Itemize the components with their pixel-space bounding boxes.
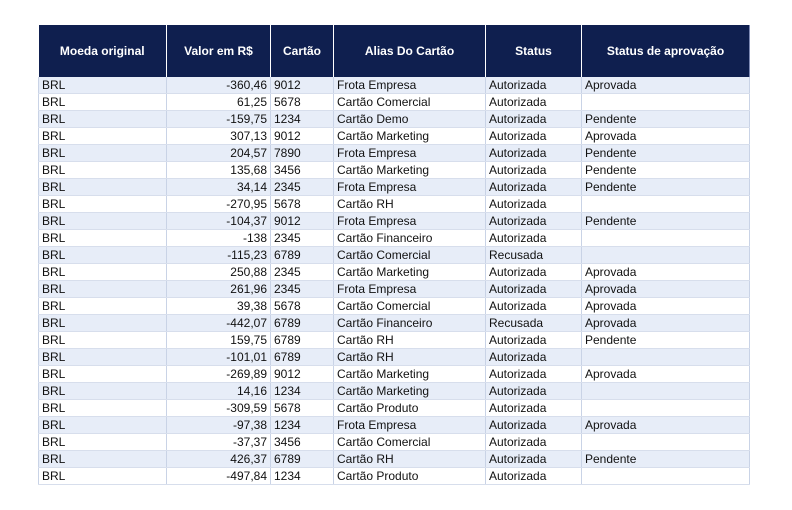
cell-moeda[interactable]: BRL bbox=[39, 230, 167, 247]
cell-alias[interactable]: Cartão Financeiro bbox=[334, 230, 486, 247]
cell-moeda[interactable]: BRL bbox=[39, 111, 167, 128]
cell-moeda[interactable]: BRL bbox=[39, 451, 167, 468]
cell-cartao[interactable]: 1234 bbox=[271, 417, 334, 434]
cell-alias[interactable]: Cartão RH bbox=[334, 349, 486, 366]
table-row bbox=[39, 264, 750, 281]
cell-valor[interactable]: -270,95 bbox=[167, 196, 271, 213]
cell-alias[interactable]: Cartão Marketing bbox=[334, 162, 486, 179]
cell-status[interactable]: Autorizada bbox=[486, 145, 582, 162]
cell-alias[interactable]: Cartão RH bbox=[334, 451, 486, 468]
cell-moeda[interactable]: BRL bbox=[39, 196, 167, 213]
cell-valor[interactable]: 204,57 bbox=[167, 145, 271, 162]
table-row bbox=[39, 145, 750, 162]
cell-status[interactable]: Autorizada bbox=[486, 349, 582, 366]
cell-valor[interactable]: -309,59 bbox=[167, 400, 271, 417]
cell-valor[interactable]: -138 bbox=[167, 230, 271, 247]
cell-status[interactable]: Autorizada bbox=[486, 281, 582, 298]
cell-valor[interactable]: 307,13 bbox=[167, 128, 271, 145]
table-row bbox=[39, 213, 750, 230]
cell-valor[interactable]: 159,75 bbox=[167, 332, 271, 349]
cell-cartao[interactable]: 6789 bbox=[271, 315, 334, 332]
table-row bbox=[39, 247, 750, 264]
cell-valor[interactable]: -115,23 bbox=[167, 247, 271, 264]
cell-moeda[interactable]: BRL bbox=[39, 128, 167, 145]
cell-alias[interactable]: Cartão Marketing bbox=[334, 366, 486, 383]
cell-alias[interactable]: Frota Empresa bbox=[334, 145, 486, 162]
cell-cartao[interactable]: 5678 bbox=[271, 400, 334, 417]
transactions-sheet bbox=[38, 25, 750, 485]
cell-moeda[interactable]: BRL bbox=[39, 417, 167, 434]
cell-aprovacao[interactable]: Aprovada bbox=[582, 77, 750, 94]
cell-moeda[interactable]: BRL bbox=[39, 213, 167, 230]
cell-cartao[interactable]: 1234 bbox=[271, 468, 334, 485]
cell-status[interactable]: Autorizada bbox=[486, 77, 582, 94]
cell-valor[interactable]: -442,07 bbox=[167, 315, 271, 332]
cell-moeda[interactable]: BRL bbox=[39, 400, 167, 417]
table-row bbox=[39, 162, 750, 179]
cell-valor[interactable]: 261,96 bbox=[167, 281, 271, 298]
cell-status[interactable]: Autorizada bbox=[486, 298, 582, 315]
cell-aprovacao[interactable]: Aprovada bbox=[582, 315, 750, 332]
cell-status[interactable]: Autorizada bbox=[486, 451, 582, 468]
cell-alias[interactable]: Cartão Comercial bbox=[334, 434, 486, 451]
table-body bbox=[39, 77, 750, 485]
table-header bbox=[39, 25, 750, 77]
cell-valor[interactable]: 61,25 bbox=[167, 94, 271, 111]
cell-alias[interactable]: Frota Empresa bbox=[334, 281, 486, 298]
cell-moeda[interactable]: BRL bbox=[39, 247, 167, 264]
header-status-aprovacao[interactable]: Status de aprovação bbox=[582, 25, 750, 77]
cell-valor[interactable]: -101,01 bbox=[167, 349, 271, 366]
cell-cartao[interactable]: 7890 bbox=[271, 145, 334, 162]
cell-valor[interactable]: -104,37 bbox=[167, 213, 271, 230]
cell-status[interactable]: Autorizada bbox=[486, 196, 582, 213]
cell-valor[interactable]: -97,38 bbox=[167, 417, 271, 434]
cell-moeda[interactable]: BRL bbox=[39, 366, 167, 383]
cell-status[interactable]: Autorizada bbox=[486, 111, 582, 128]
cell-status[interactable]: Autorizada bbox=[486, 213, 582, 230]
cell-moeda[interactable]: BRL bbox=[39, 281, 167, 298]
table-row bbox=[39, 196, 750, 213]
cell-status[interactable]: Autorizada bbox=[486, 366, 582, 383]
cell-aprovacao[interactable] bbox=[582, 94, 750, 111]
cell-alias[interactable]: Cartão Financeiro bbox=[334, 315, 486, 332]
transactions-table bbox=[38, 25, 750, 485]
cell-moeda[interactable]: BRL bbox=[39, 468, 167, 485]
cell-alias[interactable]: Frota Empresa bbox=[334, 213, 486, 230]
cell-cartao[interactable]: 5678 bbox=[271, 298, 334, 315]
cell-moeda[interactable]: BRL bbox=[39, 179, 167, 196]
cell-alias[interactable]: Cartão Comercial bbox=[334, 298, 486, 315]
cell-aprovacao[interactable]: Aprovada bbox=[582, 264, 750, 281]
cell-moeda[interactable]: BRL bbox=[39, 332, 167, 349]
cell-valor[interactable]: 135,68 bbox=[167, 162, 271, 179]
cell-cartao[interactable]: 5678 bbox=[271, 196, 334, 213]
table-row bbox=[39, 77, 750, 94]
table-row bbox=[39, 332, 750, 349]
cell-moeda[interactable]: BRL bbox=[39, 264, 167, 281]
cell-status[interactable]: Autorizada bbox=[486, 230, 582, 247]
cell-alias[interactable]: Frota Empresa bbox=[334, 179, 486, 196]
cell-status[interactable]: Autorizada bbox=[486, 264, 582, 281]
cell-status[interactable]: Autorizada bbox=[486, 383, 582, 400]
table-row bbox=[39, 94, 750, 111]
cell-moeda[interactable]: BRL bbox=[39, 94, 167, 111]
cell-status[interactable]: Recusada bbox=[486, 247, 582, 264]
cell-aprovacao[interactable]: Pendente bbox=[582, 179, 750, 196]
table-row bbox=[39, 128, 750, 145]
table-row bbox=[39, 179, 750, 196]
cell-moeda[interactable]: BRL bbox=[39, 162, 167, 179]
cell-cartao[interactable]: 1234 bbox=[271, 383, 334, 400]
cell-cartao[interactable]: 2345 bbox=[271, 264, 334, 281]
cell-status[interactable]: Autorizada bbox=[486, 400, 582, 417]
cell-valor[interactable]: -497,84 bbox=[167, 468, 271, 485]
cell-aprovacao[interactable]: Aprovada bbox=[582, 366, 750, 383]
cell-alias[interactable]: Frota Empresa bbox=[334, 417, 486, 434]
cell-status[interactable]: Autorizada bbox=[486, 94, 582, 111]
cell-valor[interactable]: 14,16 bbox=[167, 383, 271, 400]
cell-aprovacao[interactable] bbox=[582, 247, 750, 264]
cell-moeda[interactable]: BRL bbox=[39, 298, 167, 315]
cell-cartao[interactable]: 9012 bbox=[271, 366, 334, 383]
table-row bbox=[39, 281, 750, 298]
table-row bbox=[39, 434, 750, 451]
cell-alias[interactable]: Cartão Demo bbox=[334, 111, 486, 128]
table-row bbox=[39, 383, 750, 400]
cell-aprovacao[interactable]: Aprovada bbox=[582, 128, 750, 145]
cell-aprovacao[interactable] bbox=[582, 434, 750, 451]
cell-cartao[interactable]: 6789 bbox=[271, 451, 334, 468]
header-valor[interactable]: Valor em R$ bbox=[167, 25, 271, 77]
cell-cartao[interactable]: 6789 bbox=[271, 247, 334, 264]
cell-valor[interactable]: 34,14 bbox=[167, 179, 271, 196]
cell-valor[interactable]: -159,75 bbox=[167, 111, 271, 128]
cell-alias[interactable]: Cartão Marketing bbox=[334, 383, 486, 400]
cell-valor[interactable]: 39,38 bbox=[167, 298, 271, 315]
cell-cartao[interactable]: 3456 bbox=[271, 434, 334, 451]
cell-alias[interactable]: Cartão Marketing bbox=[334, 128, 486, 145]
table-row bbox=[39, 111, 750, 128]
cell-cartao[interactable]: 1234 bbox=[271, 111, 334, 128]
cell-alias[interactable]: Cartão Comercial bbox=[334, 247, 486, 264]
table-row bbox=[39, 298, 750, 315]
cell-cartao[interactable]: 2345 bbox=[271, 179, 334, 196]
cell-aprovacao[interactable]: Pendente bbox=[582, 111, 750, 128]
table-row bbox=[39, 366, 750, 383]
header-moeda-original[interactable]: Moeda original bbox=[39, 25, 167, 77]
cell-valor[interactable]: 250,88 bbox=[167, 264, 271, 281]
cell-status[interactable]: Autorizada bbox=[486, 468, 582, 485]
cell-status[interactable]: Autorizada bbox=[486, 434, 582, 451]
cell-aprovacao[interactable]: Pendente bbox=[582, 162, 750, 179]
cell-alias[interactable]: Cartão Comercial bbox=[334, 94, 486, 111]
cell-alias[interactable]: Cartão Produto bbox=[334, 400, 486, 417]
cell-aprovacao[interactable]: Aprovada bbox=[582, 298, 750, 315]
cell-moeda[interactable]: BRL bbox=[39, 77, 167, 94]
cell-aprovacao[interactable] bbox=[582, 400, 750, 417]
cell-status[interactable]: Recusada bbox=[486, 315, 582, 332]
cell-aprovacao[interactable]: Pendente bbox=[582, 332, 750, 349]
cell-cartao[interactable]: 6789 bbox=[271, 332, 334, 349]
header-status[interactable]: Status bbox=[486, 25, 582, 77]
cell-status[interactable]: Autorizada bbox=[486, 417, 582, 434]
cell-valor[interactable]: -360,46 bbox=[167, 77, 271, 94]
cell-cartao[interactable]: 2345 bbox=[271, 281, 334, 298]
cell-aprovacao[interactable] bbox=[582, 349, 750, 366]
cell-status[interactable]: Autorizada bbox=[486, 179, 582, 196]
cell-cartao[interactable]: 9012 bbox=[271, 128, 334, 145]
cell-aprovacao[interactable] bbox=[582, 468, 750, 485]
cell-alias[interactable]: Cartão RH bbox=[334, 332, 486, 349]
cell-cartao[interactable]: 9012 bbox=[271, 213, 334, 230]
table-row bbox=[39, 417, 750, 434]
cell-cartao[interactable]: 6789 bbox=[271, 349, 334, 366]
cell-moeda[interactable]: BRL bbox=[39, 434, 167, 451]
table-row bbox=[39, 400, 750, 417]
cell-aprovacao[interactable]: Aprovada bbox=[582, 281, 750, 298]
cell-aprovacao[interactable] bbox=[582, 383, 750, 400]
header-row bbox=[39, 25, 750, 77]
cell-valor[interactable]: -269,89 bbox=[167, 366, 271, 383]
cell-alias[interactable]: Cartão Produto bbox=[334, 468, 486, 485]
cell-aprovacao[interactable]: Pendente bbox=[582, 451, 750, 468]
cell-status[interactable]: Autorizada bbox=[486, 128, 582, 145]
cell-cartao[interactable]: 9012 bbox=[271, 77, 334, 94]
cell-status[interactable]: Autorizada bbox=[486, 162, 582, 179]
cell-aprovacao[interactable]: Aprovada bbox=[582, 417, 750, 434]
cell-moeda[interactable]: BRL bbox=[39, 349, 167, 366]
cell-aprovacao[interactable] bbox=[582, 196, 750, 213]
cell-moeda[interactable]: BRL bbox=[39, 145, 167, 162]
cell-alias[interactable]: Frota Empresa bbox=[334, 77, 486, 94]
cell-cartao[interactable]: 2345 bbox=[271, 230, 334, 247]
header-cartao[interactable]: Cartão bbox=[271, 25, 334, 77]
cell-moeda[interactable]: BRL bbox=[39, 315, 167, 332]
cell-aprovacao[interactable]: Pendente bbox=[582, 213, 750, 230]
cell-valor[interactable]: 426,37 bbox=[167, 451, 271, 468]
cell-status[interactable]: Autorizada bbox=[486, 332, 582, 349]
cell-aprovacao[interactable] bbox=[582, 230, 750, 247]
table-row bbox=[39, 315, 750, 332]
cell-cartao[interactable]: 3456 bbox=[271, 162, 334, 179]
table-row bbox=[39, 349, 750, 366]
cell-aprovacao[interactable]: Pendente bbox=[582, 145, 750, 162]
cell-valor[interactable]: -37,37 bbox=[167, 434, 271, 451]
table-row bbox=[39, 230, 750, 247]
cell-alias[interactable]: Cartão RH bbox=[334, 196, 486, 213]
table-row bbox=[39, 451, 750, 468]
header-alias-cartao[interactable]: Alias Do Cartão bbox=[334, 25, 486, 77]
table-row bbox=[39, 468, 750, 485]
cell-moeda[interactable]: BRL bbox=[39, 383, 167, 400]
cell-alias[interactable]: Cartão Marketing bbox=[334, 264, 486, 281]
cell-cartao[interactable]: 5678 bbox=[271, 94, 334, 111]
